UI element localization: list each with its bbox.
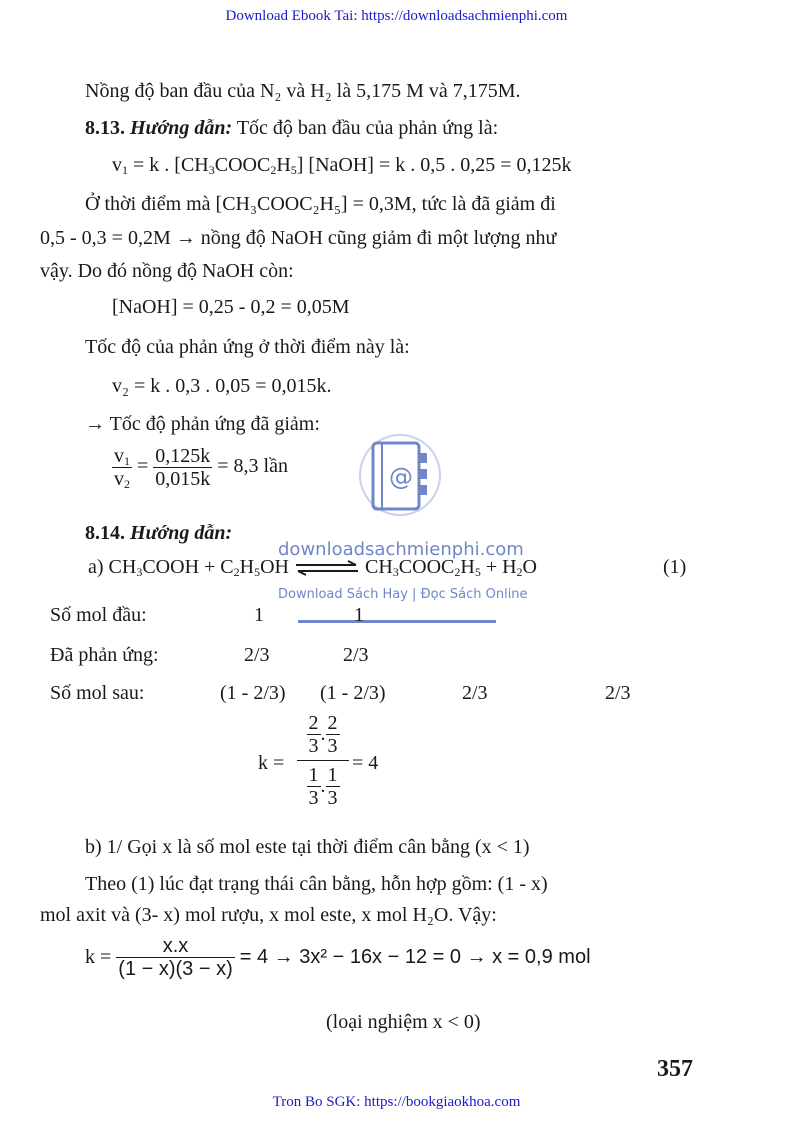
reject-root-note: (loại nghiệm x < 0) [326,1011,481,1033]
table-cell: 2/3 [244,644,270,666]
section-number: 8.14. [85,522,125,544]
rate-ratio: $\frac{0,125k}{0,015k}$ [155,445,211,490]
watermark-site: downloadsachmienphi.com [278,539,524,560]
page-number: 357 [657,1056,693,1082]
paragraph-line: Theo (1) lúc đạt trạng thái cân bằng, hỗn hợp gồm: (1 - x) [85,873,548,895]
equilibrium-arrow-icon [294,560,360,576]
ratio-equation: $\frac{v_1}{v_2}$ = $\frac{0,125k}{0,015k}$ = 8,3 lần [114,445,288,491]
row-label: Số mol sau: [50,682,145,704]
k-quadratic-equation: k = $\frac{x.x}{(1 - x)(3 - x)}$ = 4 → 3x² − 16x − 12 = 0 → x = 0,9 mol [85,935,591,980]
paragraph-line: mol axit và (3- x) mol rượu, x mol este, x mol H₂O. Vậy: [40,904,497,926]
reaction-equation: a) $CH_3COOH + C_2H_5OH$ $CH_3COOC_2H_5 + H_2O$ [88,556,537,579]
watermark-underline [298,620,496,623]
table-cell: 2/3 [605,682,631,704]
watermark-logo [355,425,445,535]
guide-label: Hướng dẫn: [130,117,233,139]
section-8-13-heading [85,117,498,140]
k-result: = 4 [352,752,379,774]
table-cell: (1 - 2/3) [320,682,386,704]
k-fraction: $\frac{x.x}{(1 - x)(3 - x)}$ [118,935,233,980]
watermark-tagline: Download Sách Hay | Đọc Sách Online [278,587,528,602]
table-cell: (1 - 2/3) [220,682,286,704]
paragraph-line: Ở thời điểm mà [CH₃COOC₂H₅] = 0,3M, tức là đã giảm đi [85,193,556,215]
book-at-sign-icon [355,425,445,535]
k-compound-fraction: $\frac{2}{3}$ . $\frac{2}{3}$ $\frac{1}{3}$ . $\frac{1}{3}$ [297,712,349,809]
table-cell: 1 [354,604,364,626]
naoh-equation: [NaOH] = 0,25 - 0,2 = 0,05M [112,296,350,318]
k-label: k = [258,752,285,774]
part-b-intro: b) 1/ Gọi x là số mol este tại thời điểm cân bằng (x < 1) [85,836,530,858]
v2-equation: v₂ = k . 0,3 . 0,05 = 0,015k. [112,375,332,397]
v1-over-v2: $\frac{v_1}{v_2}$ [114,445,130,491]
paragraph-line: 0,5 - 0,3 = 0,2M → nồng độ NaOH cũng giảm đi một lượng như [40,227,557,249]
initial-concentration-line: Nồng độ ban đầu của N₂ và H₂ là 5,175 M và 7,175M. [85,80,521,102]
section-number: 8.13. [85,117,125,139]
table-cell: 2/3 [462,682,488,704]
k-equation-tail: = 4 → 3x² − 16x − 12 = 0 → x = 0,9 mol [239,946,591,968]
guide-label: Hướng dẫn: [130,522,233,544]
section-8-14-heading [85,522,232,545]
svg-text:@: @ [389,463,413,491]
rate-decrease-line: → Tốc độ phản ứng đã giảm: [85,413,320,435]
table-cell: 1 [254,604,264,626]
header-download-link[interactable]: Download Ebook Tai: https://downloadsachmienphi.com [225,8,568,24]
footer-sgk-link[interactable]: Tron Bo SGK: https://bookgiaokhoa.com [272,1094,521,1110]
rate-intro: Tốc độ của phản ứng ở thời điểm này là: [85,336,410,358]
row-label: Số mol đầu: [50,604,147,626]
initial-rate-equation: $v_1 = k$ . $[CH_3COOC_2H_5]$ [NaOH] = k . 0,5 . 0,25 = 0,125k [112,154,572,177]
ratio-result: = 8,3 lần [217,455,288,478]
row-label: Đã phản ứng: [50,644,159,666]
section-intro: Tốc độ ban đầu của phản ứng là: [236,117,499,139]
paragraph-line: vậy. Do đó nồng độ NaOH còn: [40,260,294,282]
table-cell: 2/3 [343,644,369,666]
equation-number: (1) [663,556,687,578]
